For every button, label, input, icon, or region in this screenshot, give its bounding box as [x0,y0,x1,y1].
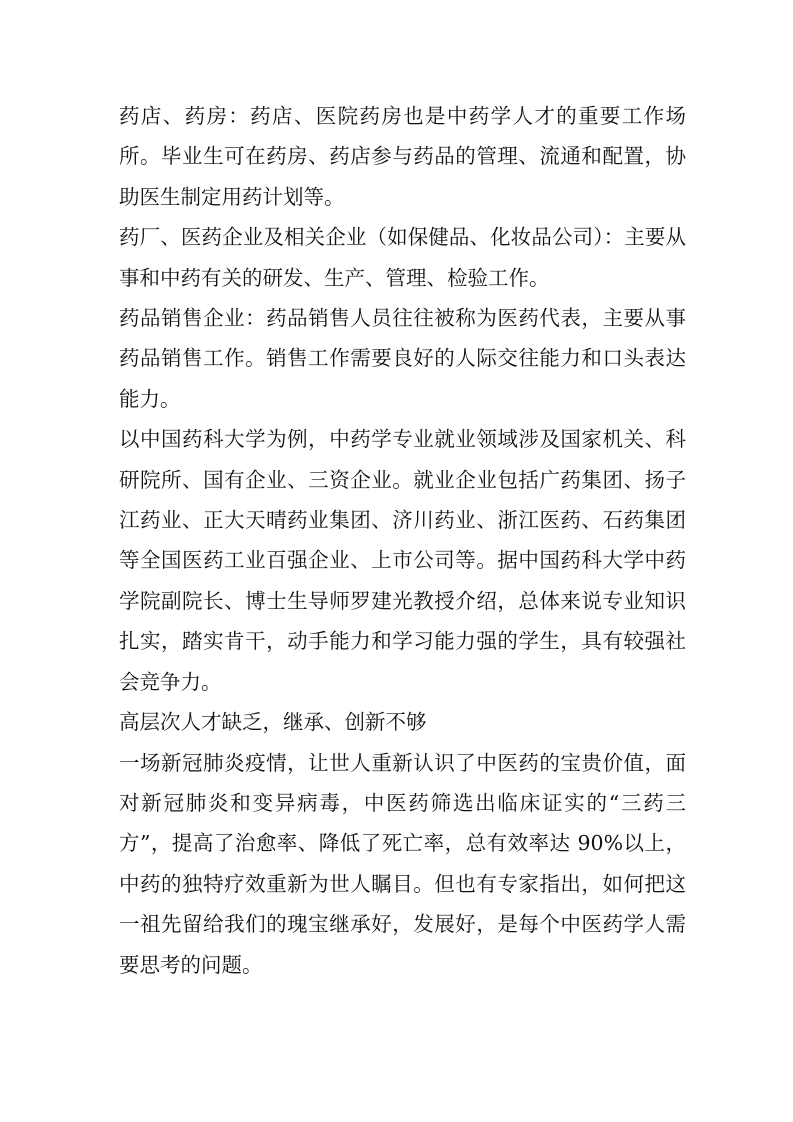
document-body [119,96,686,985]
paragraph-pharma-factories: 药厂、医药企业及相关企业（如保健品、化妆品公司）：主要从事和中药有关的研发、生产、管理、检验工作。 [119,225,686,290]
paragraph-university-example: 以中国药科大学为例，中药学专业就业领域涉及国家机关、科研院所、国有企业、三资企业。就业企业包括广药集团、扬子江药业、正大天晴药业集团、济川药业、浙江医药、石药集团等全国医药工业百强企业、上市公司等。据中国药科大学中药学院副院长、博士生导师罗建光教授介绍，总体来说专业知识扎实，踏实肯干，动手能力和学习能力强的学生，具有较强社会竞争力。 [119,427,686,694]
paragraph-covid-tcm: 一场新冠肺炎疫情，让世人重新认识了中医药的宝贵价值，面对新冠肺炎和变异病毒，中医药筛选出临床证实的“三药三方”，提高了治愈率、降低了死亡率，总有效率达 90%以上，中药的独特疗效重新为世人瞩目。但也有专家指出，如何把这一祖先留给我们的瑰宝继承好，发展好，是每个中医药学人需要思考的问题。 [119,750,686,977]
section-heading: 高层次人才缺乏，继承、创新不够 [119,710,427,735]
paragraph-drug-sales: 药品销售企业：药品销售人员往往被称为医药代表，主要从事药品销售工作。销售工作需要良好的人际交往能力和口头表达能力。 [119,306,686,411]
paragraph-pharmacies: 药店、药房：药店、医院药房也是中药学人才的重要工作场所。毕业生可在药房、药店参与药品的管理、流通和配置，协助医生制定用药计划等。 [119,104,686,209]
